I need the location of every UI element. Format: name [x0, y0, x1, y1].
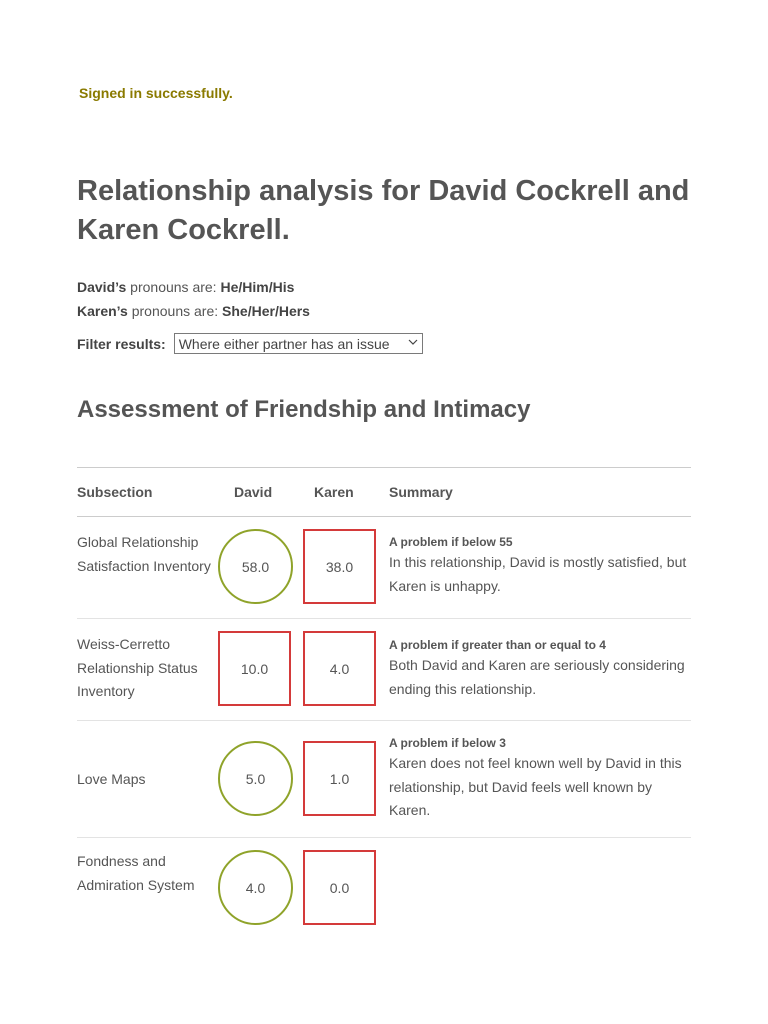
david-score: 4.0: [218, 850, 293, 925]
problem-threshold: A problem if greater than or equal to 4: [389, 638, 606, 652]
header-karen: Karen: [314, 484, 354, 500]
summary-cell: [389, 637, 691, 701]
table-header: [77, 468, 691, 517]
pronoun-line-david: [77, 279, 294, 295]
subsection-name: Fondness and Admiration System: [77, 853, 195, 893]
partner-name: Karen’s: [77, 303, 128, 319]
table-row: [77, 517, 691, 619]
karen-score: 4.0: [303, 631, 376, 706]
karen-score: 38.0: [303, 529, 376, 604]
karen-score: 1.0: [303, 741, 376, 816]
problem-threshold: A problem if below 55: [389, 535, 513, 549]
summary-text: In this relationship, David is mostly satisfied, but Karen is unhappy.: [389, 554, 687, 594]
table-row: [77, 721, 691, 838]
filter-label: Filter results:: [77, 335, 166, 352]
david-score: 58.0: [218, 529, 293, 604]
pronoun-label: pronouns are:: [130, 279, 217, 295]
pronoun-line-karen: [77, 303, 310, 319]
header-david: David: [234, 484, 273, 500]
results-table: [77, 467, 691, 938]
partner-name: David’s: [77, 279, 127, 295]
pronoun-value: He/Him/His: [220, 279, 295, 295]
chevron-down-icon: [408, 337, 418, 347]
summary-cell: [389, 735, 691, 823]
page-title: Relationship analysis for David Cockrell and Karen Cockrell.: [77, 175, 690, 246]
flash-message: Signed in successfully.: [79, 85, 233, 101]
subsection-name: Weiss-Cerretto Relationship Status Inventory: [77, 636, 198, 699]
david-score: 10.0: [218, 631, 291, 706]
table-row: [77, 838, 691, 938]
summary-text: Karen does not feel known well by David in this relationship, but David feels well known by Karen.: [389, 755, 682, 818]
filter-selected-value: Where either partner has an issue: [178, 336, 390, 352]
david-score: 5.0: [218, 741, 293, 816]
section-title: Assessment of Friendship and Intimacy: [77, 396, 531, 423]
filter-row: [77, 333, 423, 354]
table-row: [77, 619, 691, 721]
summary-text: Both David and Karen are seriously considering ending this relationship.: [389, 657, 685, 697]
header-subsection: Subsection: [77, 484, 153, 500]
pronoun-label: pronouns are:: [131, 303, 219, 319]
header-summary: Summary: [389, 484, 453, 500]
filter-select[interactable]: [174, 333, 423, 354]
subsection-name: Global Relationship Satisfaction Inventory: [77, 534, 211, 574]
subsection-name: Love Maps: [77, 771, 146, 787]
karen-score: 0.0: [303, 850, 376, 925]
pronoun-value: She/Her/Hers: [222, 303, 310, 319]
problem-threshold: A problem if below 3: [389, 736, 506, 750]
summary-cell: [389, 534, 691, 598]
